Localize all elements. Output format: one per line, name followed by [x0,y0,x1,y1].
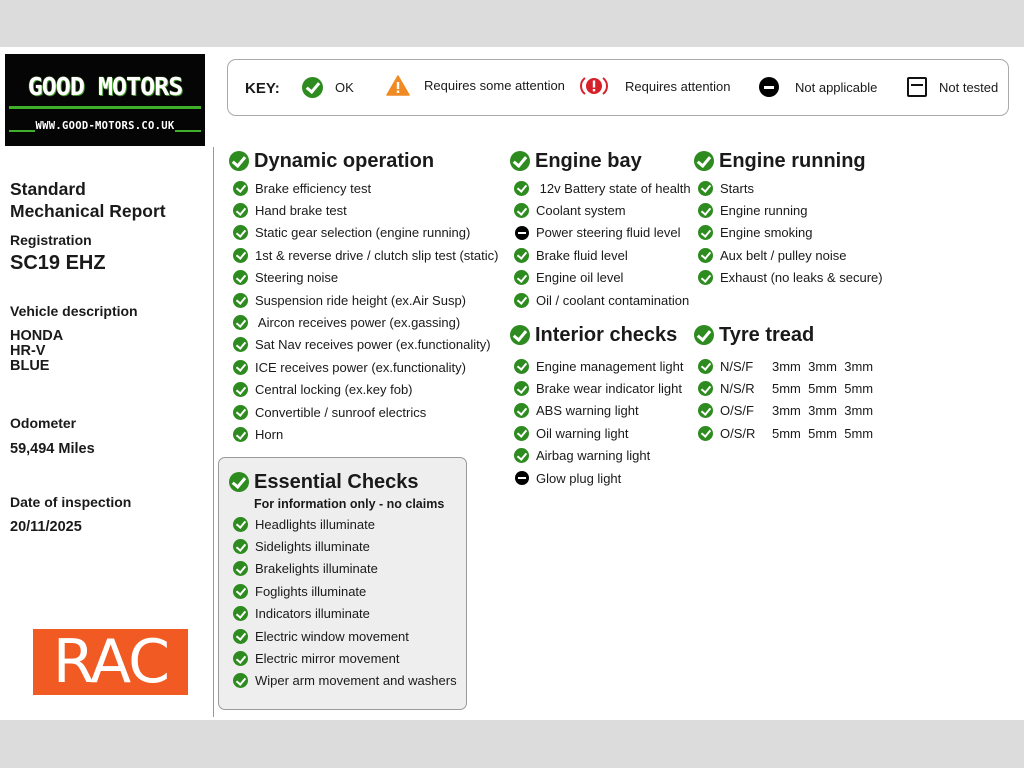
status-indicator [698,225,713,240]
check-item-label: Wiper arm movement and washers [255,673,457,689]
tyre-readings: 3mm 3mm 3mm [772,358,874,374]
dynamic-operation-section [229,148,498,446]
check-item [694,244,883,266]
check-item-label: Engine management light [536,358,684,374]
key-item-not-tested [907,77,998,97]
report-title-line2: Mechanical Report [10,201,166,221]
status-indicator [698,181,713,196]
status-indicator [514,293,529,308]
check-item [229,334,498,356]
status-indicator [698,203,713,218]
ok-icon [233,561,248,576]
warning-icon [386,75,410,96]
check-item-label: Horn [255,426,284,442]
check-item [510,422,683,444]
interior-checks-section [510,322,683,489]
ok-icon [233,181,248,196]
check-item-label: Electric window movement [255,628,409,644]
engine-bay-section [510,148,691,311]
dynamic-operation-list [229,177,498,446]
check-item [229,423,498,445]
check-item-label: Power steering fluid level [536,225,681,241]
tyre-readings: 5mm 5mm 5mm [772,425,874,441]
check-item-label: Brake efficiency test [255,180,372,196]
column-divider [213,147,214,717]
status-indicator [233,248,248,263]
check-item-label: Exhaust (no leaks & secure) [720,270,883,286]
status-indicator [233,181,248,196]
section-title: Dynamic operation [254,149,435,172]
check-item-label: 12v Battery state of health [536,180,691,196]
check-item-label: ICE receives power (ex.functionality) [255,359,466,375]
ok-icon [514,359,529,374]
inspection-date-value: 20/11/2025 [10,519,82,535]
vehicle-make: HONDA [10,328,64,344]
status-indicator [233,203,248,218]
registration-value: SC19 EHZ [10,252,106,274]
section-title: Essential Checks [254,470,419,493]
ok-icon [302,77,323,98]
status-indicator [514,248,529,263]
status-indicator [233,584,248,599]
report-title-line1: Standard [10,179,86,199]
check-item-label: Brakelights illuminate [255,561,378,577]
odometer-value: 59,494 Miles [10,441,95,457]
ok-icon [514,403,529,418]
ok-icon [510,325,530,345]
not-applicable-icon [515,226,529,240]
not-applicable-icon [515,471,529,485]
report-sheet [0,47,1024,720]
check-item [229,356,498,378]
status-indicator [233,405,248,420]
key-item-ok [302,77,354,98]
check-item [510,355,683,377]
status-indicator [233,270,248,285]
ok-icon [698,270,713,285]
check-item-label: Sidelights illuminate [255,539,370,555]
status-indicator [233,337,248,352]
ok-icon [514,448,529,463]
status-key [227,59,1009,116]
status-indicator [514,270,529,285]
ok-icon [233,248,248,263]
check-item [510,267,691,289]
ok-icon [233,539,248,554]
check-item [229,199,498,221]
essential-checks-panel [218,457,467,710]
status-indicator [514,381,529,396]
ok-icon [698,359,713,374]
engine-bay-list [510,177,691,311]
status-indicator [233,517,248,532]
section-title: Engine running [719,149,866,172]
ok-icon [698,225,713,240]
status-indicator [233,427,248,442]
key-item-not-applicable [759,77,877,97]
check-item [229,647,466,669]
logo-title: GOOD MOTORS [27,72,183,101]
check-item [229,401,498,423]
check-item [229,513,466,535]
check-item [229,379,498,401]
essential-checks-heading [229,469,466,495]
tyre-readings: 5mm 5mm 5mm [772,381,874,397]
check-item-label: Starts [720,180,754,196]
tyre-tread-heading [694,322,873,348]
check-item-label: Oil / coolant contamination [536,292,690,308]
check-item [229,625,466,647]
engine-running-section [694,148,883,289]
status-indicator [233,539,248,554]
status-indicator [233,606,248,621]
status-indicator [514,403,529,418]
check-item-label: Aux belt / pulley noise [720,247,847,263]
section-title: Engine bay [535,149,642,172]
ok-icon [514,248,529,263]
ok-icon [698,203,713,218]
check-item-label: Convertible / sunroof electrics [255,404,427,420]
tyre-tread-section [694,322,873,445]
status-indicator [233,293,248,308]
engine-running-list [694,177,883,289]
engine-bay-heading [510,148,691,174]
check-item-label: Foglights illuminate [255,583,367,599]
check-item [229,267,498,289]
check-item [510,222,691,244]
check-item [694,199,883,221]
check-item [229,177,498,199]
check-item-label: Engine running [720,203,808,219]
check-item-label: Hand brake test [255,203,347,219]
ok-icon [229,151,249,171]
status-indicator [514,203,529,218]
status-indicator [233,225,248,240]
ok-icon [233,293,248,308]
rac-logo: RAC [33,629,188,695]
check-item-label: Suspension ride height (ex.Air Susp) [255,292,467,308]
tyre-position: N/S/R [720,381,755,397]
check-item-label: Steering noise [255,270,339,286]
check-item-label: Central locking (ex.key fob) [255,382,413,398]
vehicle-description-label: Vehicle description [10,303,138,319]
ok-icon [233,517,248,532]
ok-icon [233,270,248,285]
check-item [510,199,691,221]
status-indicator [514,359,529,374]
ok-icon [233,405,248,420]
tyre-position: O/S/F [720,403,754,419]
status-indicator [514,471,529,485]
vehicle-model: HR-V [10,343,46,359]
ok-icon [233,584,248,599]
check-item [694,422,873,444]
ok-icon [233,673,248,688]
check-item [229,603,466,625]
vehicle-colour: BLUE [10,358,50,374]
section-title: Interior checks [535,323,678,346]
check-item [694,177,883,199]
ok-icon [233,629,248,644]
check-item-label: Brake wear indicator light [536,381,682,397]
ok-icon [698,381,713,396]
status-indicator [514,426,529,441]
check-item [510,467,683,489]
check-item [694,267,883,289]
registration-label: Registration [10,232,92,248]
inspection-date-label: Date of inspection [10,494,132,510]
check-item [229,311,498,333]
check-item-label: Headlights illuminate [255,516,375,532]
check-item [510,377,683,399]
check-item [510,445,683,467]
check-item-label: 1st & reverse drive / clutch slip test (static) [255,247,499,263]
check-item [694,400,873,422]
ok-icon [233,606,248,621]
check-item [229,670,466,692]
tyre-position: N/S/F [720,358,754,374]
ok-icon [698,403,713,418]
check-item-label: Brake fluid level [536,247,628,263]
ok-icon [233,427,248,442]
report-title [10,178,166,222]
attention-icon [580,75,608,97]
check-item [510,177,691,199]
ok-icon [514,181,529,196]
interior-checks-list [510,355,683,489]
check-item-label: ABS warning light [536,403,639,419]
status-indicator [233,360,248,375]
key-item-attention [580,75,731,97]
ok-icon [233,203,248,218]
check-item-label: Indicators illuminate [255,606,370,622]
check-item [229,558,466,580]
ok-icon [514,203,529,218]
check-item [229,580,466,602]
logo-accent-right [175,130,201,132]
ok-icon [233,360,248,375]
check-item [694,355,873,377]
check-item [229,535,466,557]
status-indicator [233,382,248,397]
check-item-label: Airbag warning light [536,448,651,464]
ok-icon [233,651,248,666]
check-item-label: Engine smoking [720,225,813,241]
status-indicator [233,629,248,644]
key-title: KEY: [245,80,280,97]
check-item-label: Engine oil level [536,270,624,286]
key-label-not-tested: Not tested [939,79,999,95]
ok-icon [233,337,248,352]
check-item [229,289,498,311]
status-indicator [233,651,248,666]
odometer-label: Odometer [10,415,77,431]
status-indicator [514,226,529,240]
check-item [694,222,883,244]
check-item-label: Static gear selection (engine running) [255,225,471,241]
logo-divider [9,106,201,109]
dynamic-operation-heading [229,148,498,174]
status-indicator [698,426,713,441]
tyre-readings: 3mm 3mm 3mm [772,403,874,419]
check-item [694,377,873,399]
check-item-label: Coolant system [536,203,626,219]
ok-icon [510,151,530,171]
status-indicator [698,248,713,263]
check-item-label: Electric mirror movement [255,651,400,667]
status-indicator [233,673,248,688]
key-label-attention: Requires attention [625,78,731,94]
key-label-not-applicable: Not applicable [795,79,878,95]
ok-icon [698,426,713,441]
ok-icon [694,151,714,171]
interior-checks-heading [510,322,683,348]
ok-icon [514,270,529,285]
ok-icon [229,472,249,492]
ok-icon [698,248,713,263]
key-item-warning [386,75,565,96]
ok-icon [514,426,529,441]
key-label-ok: OK [335,80,354,95]
ok-icon [514,381,529,396]
ok-icon [233,225,248,240]
ok-icon [233,315,248,330]
check-item-label: Glow plug light [536,470,622,486]
check-item [229,244,498,266]
good-motors-logo [5,54,205,146]
check-item [229,222,498,244]
status-indicator [233,561,248,576]
tyre-tread-list [694,355,873,445]
ok-icon [694,325,714,345]
status-indicator [514,181,529,196]
key-label-warning: Requires some attention [424,78,565,93]
check-item-label: Sat Nav receives power (ex.functionality) [255,337,491,353]
essential-checks-list [229,513,466,692]
essential-checks-subtitle: For information only - no claims [254,497,445,511]
status-indicator [698,359,713,374]
status-indicator [698,270,713,285]
check-item-label: Oil warning light [536,425,629,441]
logo-url: WWW.GOOD-MOTORS.CO.UK [35,120,175,132]
check-item-label: Aircon receives power (ex.gassing) [255,315,461,331]
status-indicator [698,403,713,418]
check-item [510,289,691,311]
section-title: Tyre tread [719,323,815,346]
check-item [510,400,683,422]
ok-icon [514,293,529,308]
status-indicator [233,315,248,330]
not-tested-icon [907,77,927,97]
check-item [510,244,691,266]
engine-running-heading [694,148,883,174]
not-applicable-icon [759,77,779,97]
status-indicator [514,448,529,463]
ok-icon [698,181,713,196]
tyre-position: O/S/R [720,425,756,441]
status-indicator [698,381,713,396]
ok-icon [233,382,248,397]
